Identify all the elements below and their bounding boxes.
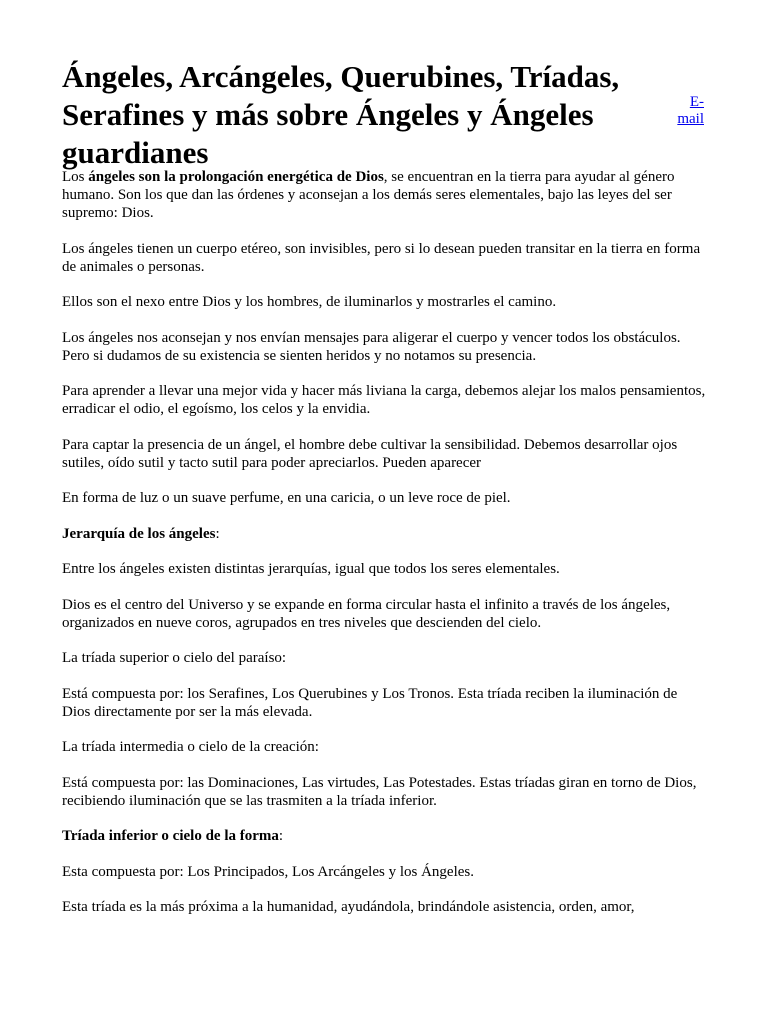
paragraph-body: Esta compuesta por: Los Principados, Los Arcángeles y los Ángeles. xyxy=(62,863,475,880)
paragraph-body: Está compuesta por: los Serafines, Los Querubines y Los Tronos. Esta tríada reciben la iluminación de Dios directamente por ser la más elevada. xyxy=(62,685,678,720)
paragraph-body: En forma de luz o un suave perfume, en una caricia, o un leve roce de piel. xyxy=(62,490,511,506)
article-header xyxy=(62,58,702,172)
paragraph-intro-before: Los xyxy=(62,169,89,185)
paragraph-body: Está compuesta por: las Dominaciones, Las virtudes, Las Potestades. Estas tríadas giran en torno de Dios, recibiendo iluminación que se las trasmiten a la tríada inferior. xyxy=(62,774,697,809)
paragraph-body: Para aprender a llevar una mejor vida y hacer más liviana la carga, debemos alejar los malos pensamientos, erradicar el odio, el egoísmo, los celos y la envidia. xyxy=(62,383,706,417)
paragraph-intro-bold: ángeles son la prolongación energética de Dios xyxy=(88,169,384,185)
section-heading-jerarquia xyxy=(62,525,708,543)
paragraph-body: La tríada superior o cielo del paraíso: xyxy=(62,650,287,666)
article-body xyxy=(62,168,708,934)
section-heading-triada-inferior-bold: Tríada inferior o cielo de la forma xyxy=(62,828,279,844)
paragraph-intro xyxy=(62,168,708,222)
paragraph-body: Los ángeles nos aconsejan y nos envían mensajes para aligerar el cuerpo y vencer todos los obstáculos. Pero si dudamos de su existencia se sienten heridos y no notamos su presencia. xyxy=(62,329,681,364)
paragraph-body: Esta tríada es la más próxima a la humanidad, ayudándola, brindándole asistencia, orden, amor, xyxy=(62,899,635,915)
email-link[interactable]: E-mail xyxy=(677,94,704,127)
paragraph-intro-after: , se encuentran en la tierra para ayudar al género humano. Son los que dan las órdenes y aconsejan a los demás seres elementales, bajo las leyes del ser supremo: Dios. xyxy=(62,169,675,221)
section-heading-jerarquia-colon: : xyxy=(215,525,220,542)
paragraph-body: Los ángeles tienen un cuerpo etéreo, son invisibles, pero si lo desean pueden transitar en la tierra en forma de animales o personas. xyxy=(62,240,701,275)
page-title: Ángeles, Arcángeles, Querubines, Tríadas, Serafines y más sobre Ángeles y Ángeles guardianes xyxy=(62,59,620,170)
section-heading-triada-inferior-colon: : xyxy=(278,828,284,844)
paragraph-body: Ellos son el nexo entre Dios y los hombres, de iluminarlos y mostrarles el camino. xyxy=(62,294,557,310)
paragraph-body: Para captar la presencia de un ángel, el hombre debe cultivar la sensibilidad. Debemos desarrollar ojos sutiles, oído sutil y tacto sutil para poder apreciarlos. Pueden aparecer xyxy=(62,436,678,471)
section-heading-jerarquia-bold: Jerarquía de los ángeles xyxy=(62,525,216,542)
section-heading-triada-inferior xyxy=(62,827,708,845)
paragraph-body: La tríada intermedia o cielo de la creación: xyxy=(62,739,319,755)
paragraph-body: Dios es el centro del Universo y se expande en forma circular hasta el infinito a través de los ángeles, organizados en nueve coros, agrupados en tres niveles que descienden del cielo. xyxy=(62,596,671,631)
paragraph-body: Entre los ángeles existen distintas jerarquías, igual que todos los seres elementales. xyxy=(62,561,560,577)
